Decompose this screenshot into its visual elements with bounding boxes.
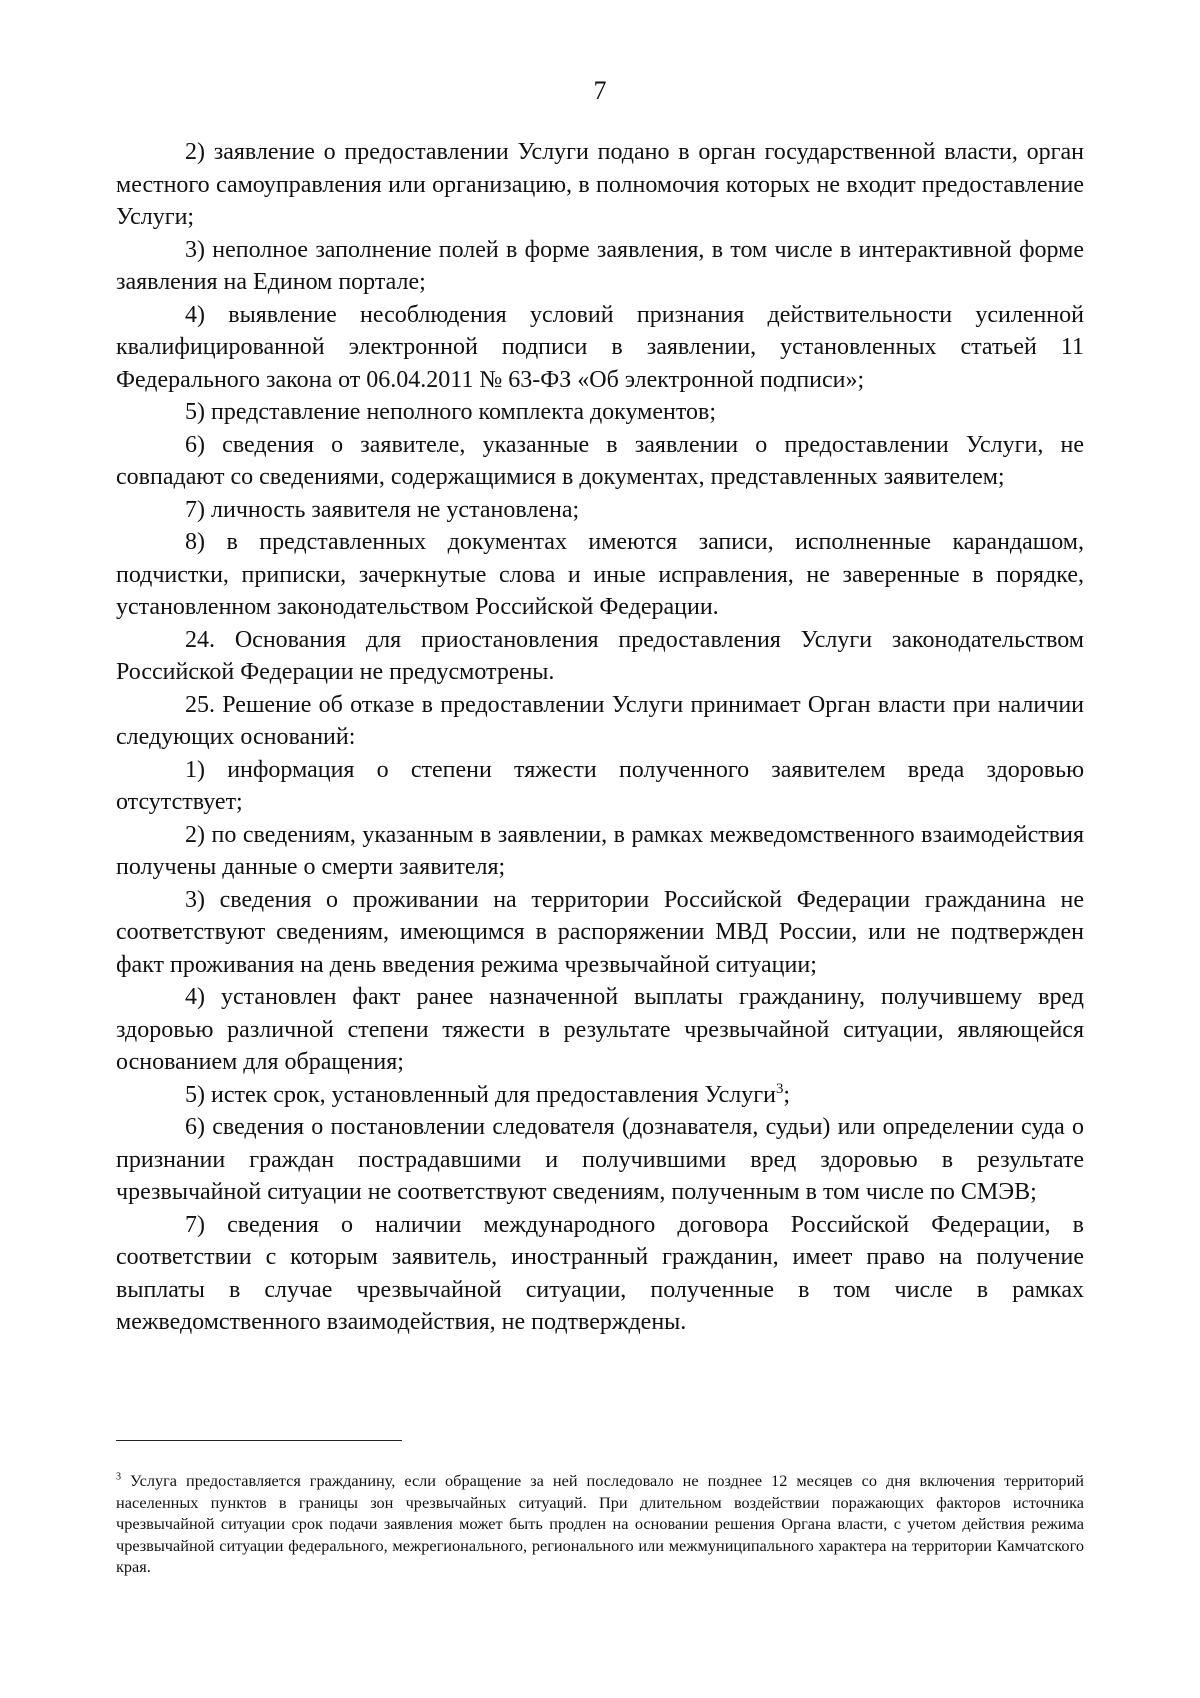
footnote-marker: 3 [116,1471,122,1483]
paragraph-denial-reason-7: 7) сведения о наличии международного договора Российской Федерации, в соответствии с которым заявитель, иностранный гражданин, имеет право на получение выплаты в случае чрезвычайной ситуации, полученные в том числе в рамках межведомственного взаимодействия, не подтверждены. [116,1211,1084,1335]
paragraph-denial-reason-5 [116,1079,1084,1112]
paragraph-denial-reason-1: 1) информация о степени тяжести полученного заявителем вреда здоровью отсутствует; [116,756,1084,815]
paragraph-refusal-reason-2: 2) заявление о предоставлении Услуги подано в орган государственной власти, орган местного самоуправления или организацию, в полномочия которых не входит предоставление Услуги; [116,139,1084,230]
paragraph-refusal-reason-7: 7) личность заявителя не установлена; [185,496,580,523]
paragraph-section-24: 24. Основания для приостановления предоставления Услуги законодательством Российской Федерации не предусмотрены. [116,626,1084,685]
footnote-divider [116,1440,402,1441]
paragraph-refusal-reason-5: 5) представление неполного комплекта документов; [185,399,717,425]
paragraph-section-25: 25. Решение об отказе в предоставлении Услуги принимает Орган власти при наличии следующих оснований: [116,691,1084,750]
paragraph-refusal-reason-8: 8) в представленных документах имеются записи, исполненные карандашом, подчистки, приписки, зачеркнутые слова и иные исправления, не заверенные в порядке, установленном законодательством Российской Федерации. [116,529,1084,620]
footnote [116,1470,1084,1578]
paragraph-refusal-reason-3: 3) неполное заполнение полей в форме заявления, в том числе в интерактивной форме заявления на Едином портале; [116,236,1084,295]
footnote-reference[interactable]: 3 [775,1080,784,1097]
footnote-text: Услуга предоставляется гражданину, если обращение за ней последовало не позднее 12 месяцев со дня включения территорий населенных пунктов в границы зон чрезвычайных ситуаций. При длительном воздействии поражающих факторов источника чрезвычайной ситуации срок подачи заявления может быть продлен на основании решения Органа власти, с учетом действия режима чрезвычайной ситуации федерального, межрегионального, регионального или межмуниципального характера на территории Камчатского края. [116,1471,1084,1576]
page-number: 7 [593,76,607,105]
paragraph-denial-reason-6: 6) сведения о постановлении следователя (дознавателя, судьи) или определении суда о признании граждан пострадавшими и получившими вред здоровью в результате чрезвычайной ситуации не соответствуют сведениям, полученным в том числе по СМЭВ; [116,1114,1084,1205]
paragraph-refusal-reason-6: 6) сведения о заявителе, указанные в заявлении о предоставлении Услуги, не совпадают со сведениями, содержащимися в документах, представленных заявителем; [116,431,1084,490]
paragraph-denial-reason-3: 3) сведения о проживании на территории Российской Федерации гражданина не соответствуют сведениям, имеющимся в распоряжении МВД России, или не подтвержден факт проживания на день введения режима чрезвычайной ситуации; [116,886,1084,978]
paragraph-denial-reason-4: 4) установлен факт ранее назначенной выплаты гражданину, получившему вред здоровью различной степени тяжести в результате чрезвычайной ситуации, являющейся основанием для обращения; [116,984,1084,1075]
paragraph-denial-reason-5-text: 5) истек срок, установленный для предоставления Услуги [185,1081,776,1108]
footnote-reference-suffix: ; [783,1081,791,1108]
paragraph-denial-reason-2: 2) по сведениям, указанным в заявлении, в рамках межведомственного взаимодействия получены данные о смерти заявителя; [116,821,1084,880]
document-body [116,136,1084,1339]
paragraph-refusal-reason-4: 4) выявление несоблюдения условий признания действительности усиленной квалифицированной электронной подписи в заявлении, установленных статьей 11 Федерального закона от 06.04.2011 № 63-ФЗ «Об электронной подписи»; [116,301,1084,393]
